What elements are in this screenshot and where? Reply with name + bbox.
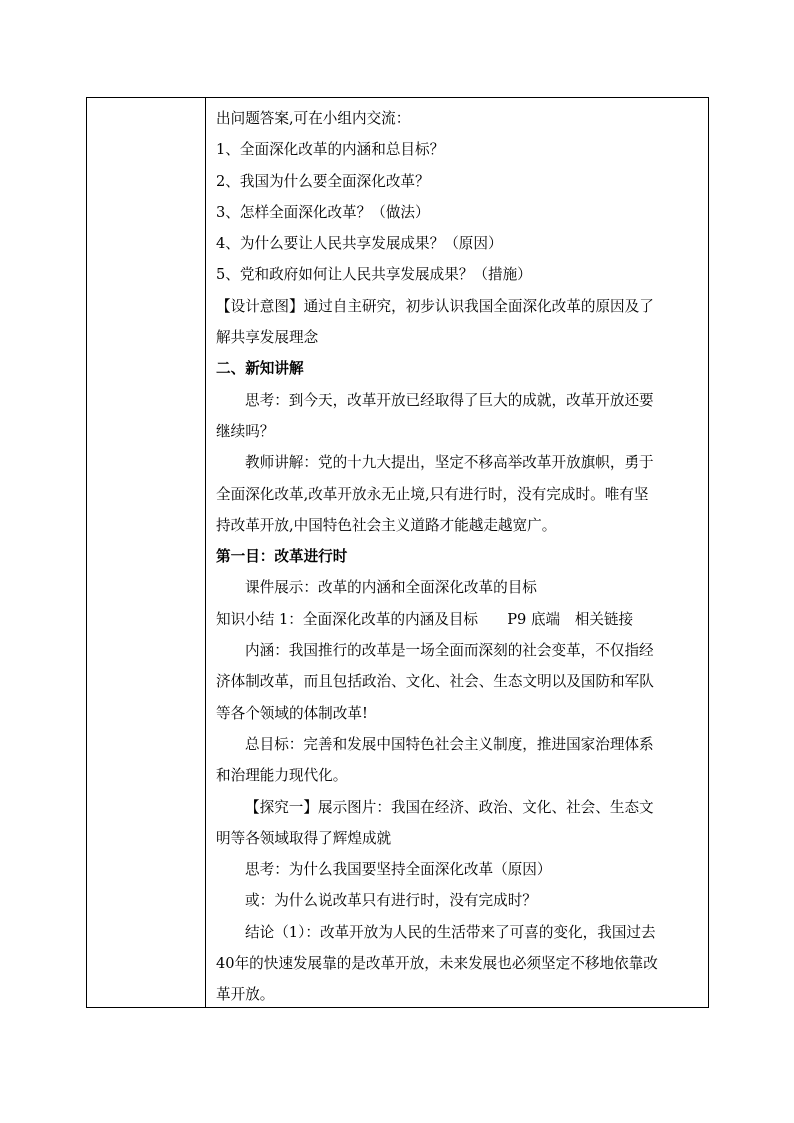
text-line: 全面深化改革,改革开放永无止境,只有进行时，没有完成时。唯有坚: [216, 485, 649, 503]
column-divider: [205, 97, 206, 1008]
text-line: 思考：为什么我国要坚持全面深化改革（原因）: [245, 861, 552, 879]
text-line: 【设计意图】通过自主研究，初步认识我国全面深化改革的原因及了: [216, 297, 654, 315]
text-line: 教师讲解：党的十九大提出，坚定不移高举改革开放旗帜，勇于: [245, 454, 654, 472]
text-line: 等各个领域的体制改革!: [216, 704, 368, 722]
text-line: 1、全面深化改革的内涵和总目标？: [216, 141, 445, 159]
text-line: 总目标：完善和发展中国特色社会主义制度，推进国家治理体系: [245, 735, 654, 753]
text-line: 3、怎样全面深化改革？（做法）: [216, 203, 430, 221]
section-heading: 二、新知讲解: [216, 360, 304, 378]
text-line: 出问题答案,可在小组内交流：: [216, 110, 411, 127]
text-line: 持改革开放,中国特色社会主义道路才能越走越宽广。: [216, 516, 557, 534]
lesson-content-cell: [216, 103, 704, 1011]
text-line: 内涵：我国推行的改革是一场全面而深刻的社会变革，不仅指经: [245, 642, 654, 660]
text-line: 5、党和政府如何让人民共享发展成果？（措施）: [216, 266, 532, 284]
text-line: 和治理能力现代化。: [216, 767, 348, 785]
section-heading: 第一目：改革进行时: [216, 548, 348, 566]
text-line: 济体制改革，而且包括政治、文化、社会、生态文明以及国防和军队: [216, 673, 654, 691]
text-line: 或：为什么说改革只有进行时，没有完成时？: [245, 892, 537, 910]
text-line: 4、为什么要让人民共享发展成果？（原因）: [216, 235, 503, 253]
text-line: 2、我国为什么要全面深化改革？: [216, 172, 430, 190]
text-line: 解共享发展理念: [216, 329, 319, 347]
text-line: 结论（1）：改革开放为人民的生活带来了可喜的变化，我国过去: [245, 923, 656, 941]
text-line: 继续吗？: [216, 422, 275, 440]
text-line: 思考：到今天，改革开放已经取得了巨大的成就，改革开放还要: [245, 391, 654, 409]
text-line: 知识小结 1：全面深化改革的内涵及目标 P9 底端 相关链接: [216, 610, 634, 628]
text-line: 革开放。: [216, 986, 275, 1004]
text-line: 40年的快速发展靠的是改革开放，未来发展也必须坚定不移地依靠改: [216, 955, 658, 973]
text-line: 明等各领域取得了辉煌成就: [216, 829, 392, 847]
text-line: 课件展示：改革的内涵和全面深化改革的目标: [245, 579, 537, 597]
text-line: 【探究一】展示图片：我国在经济、政治、文化、社会、生态文: [245, 798, 654, 816]
